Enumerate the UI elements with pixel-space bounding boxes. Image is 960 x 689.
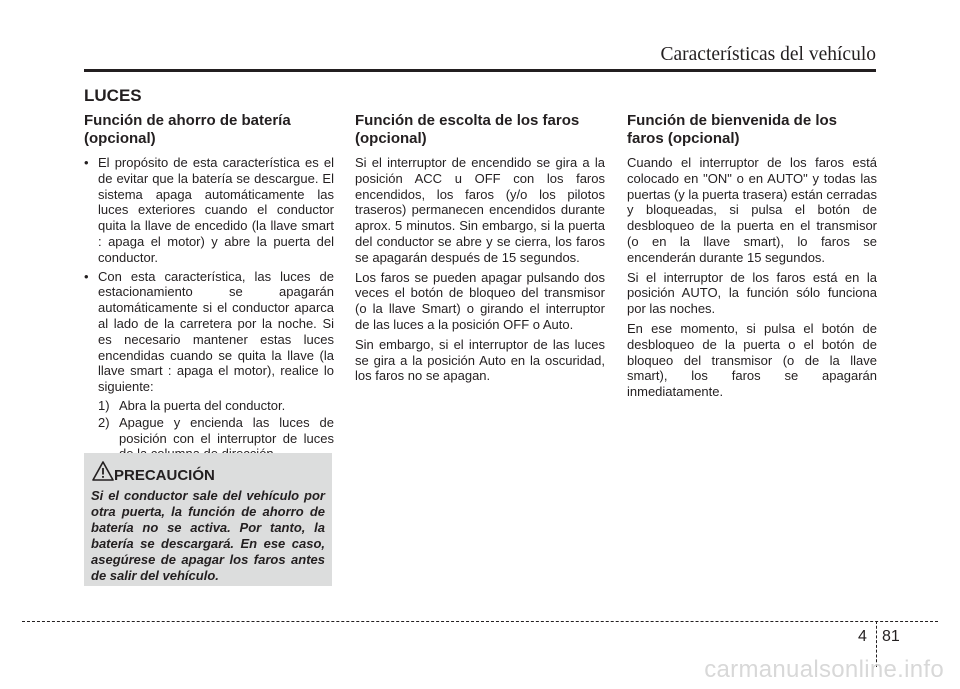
battery-saver-heading: Función de ahorro de batería (opcional) bbox=[84, 112, 291, 147]
headlight-escort-heading: Función de escolta de los faros (opcional) bbox=[355, 112, 580, 147]
paragraph: Si el interruptor de los faros está en la posición AUTO, la función sólo funciona por las noches. bbox=[627, 269, 877, 317]
step-text: Abra la puerta del conductor. bbox=[119, 397, 286, 413]
page-number: 81 bbox=[882, 628, 900, 645]
step-text: Apague y encienda las luces de posición con el interruptor de luces bbox=[119, 414, 334, 446]
caution-text: Si el conductor sale del vehículo por otra puerta, la función de ahorro de batería no se activa. Por tanto, la batería se descargará. En ese caso, asegúrese de apagar los faros antes de salir del vehículo. bbox=[91, 488, 325, 583]
warning-icon bbox=[92, 461, 114, 481]
paragraph: Sin embargo, si el interruptor de las luces se gira a la posición Auto en la oscuridad, los faros no se apagan. bbox=[355, 336, 605, 384]
battery-saver-list bbox=[84, 155, 334, 462]
column-battery-saver bbox=[84, 112, 334, 465]
paragraph: Los faros se pueden apagar pulsando dos veces el botón de bloqueo del transmisor (o la llave Smart) o girando el interruptor de las luces a la posición OFF o Auto. bbox=[355, 269, 605, 332]
step-number: 1) bbox=[98, 397, 110, 413]
bullet-text: • Con esta característica, las luces de estacionamiento se apagarán automáticamente si el conductor aparca al lado de la carretera por la noche. Si es necesario mantener estas luces encendidas cuando se quita la llave (la llave smart : apaga el motor), realice lo siguiente: bbox=[98, 268, 334, 395]
step-number: 2) bbox=[98, 414, 110, 430]
column-headlight-escort bbox=[355, 112, 605, 388]
footer-dashed-rule bbox=[22, 621, 938, 622]
paragraph: Si el interruptor de encendido se gira a la posición ACC u OFF con los faros encendidos, los faros (y/o los pilotos traseros) permanecen encendidos durante aprox. 5 minutos. Sin embargo, si la puerta del conductor se abre y se cierra, los faros se apagarán después de 15 segundos. bbox=[355, 155, 605, 265]
caution-box bbox=[84, 453, 332, 586]
paragraph: En ese momento, si pulsa el botón de desbloqueo de la puerta o el botón de bloqueo del transmisor (o de la llave smart), los faros se apagarán inmediatamente. bbox=[627, 320, 877, 400]
bullet-text: • El propósito de esta característica es el de evitar que la batería se descargue. El sistema apaga automáticamente las luces exteriores cuando el conductor quita la llave de encedido (la llave smart : apaga el motor) y abre la puerta del conductor. bbox=[98, 155, 334, 265]
caution-title: PRECAUCIÓN bbox=[114, 467, 215, 484]
list-item bbox=[84, 269, 334, 463]
header-rule bbox=[84, 69, 876, 72]
chapter-number: 4 bbox=[858, 628, 867, 645]
column-headlight-welcome bbox=[627, 112, 877, 404]
step-item bbox=[98, 398, 334, 414]
list-item bbox=[84, 155, 334, 266]
chapter-title: Características del vehículo bbox=[660, 44, 876, 65]
section-title: LUCES bbox=[84, 86, 142, 105]
headlight-welcome-heading: Función de bienvenida de los faros (opcional) bbox=[627, 112, 838, 147]
watermark: carmanualsonline.info bbox=[704, 656, 944, 683]
paragraph: Cuando el interruptor de los faros está colocado en "ON" o en AUTO" y todas las puertas (y la puerta trasera) están cerradas y bloqueadas, si pulsa el botón de desbloqueo de la puerta en el transmisor (o en la llave smart), lo faros se encenderán durante 15 segundos. bbox=[627, 155, 878, 265]
